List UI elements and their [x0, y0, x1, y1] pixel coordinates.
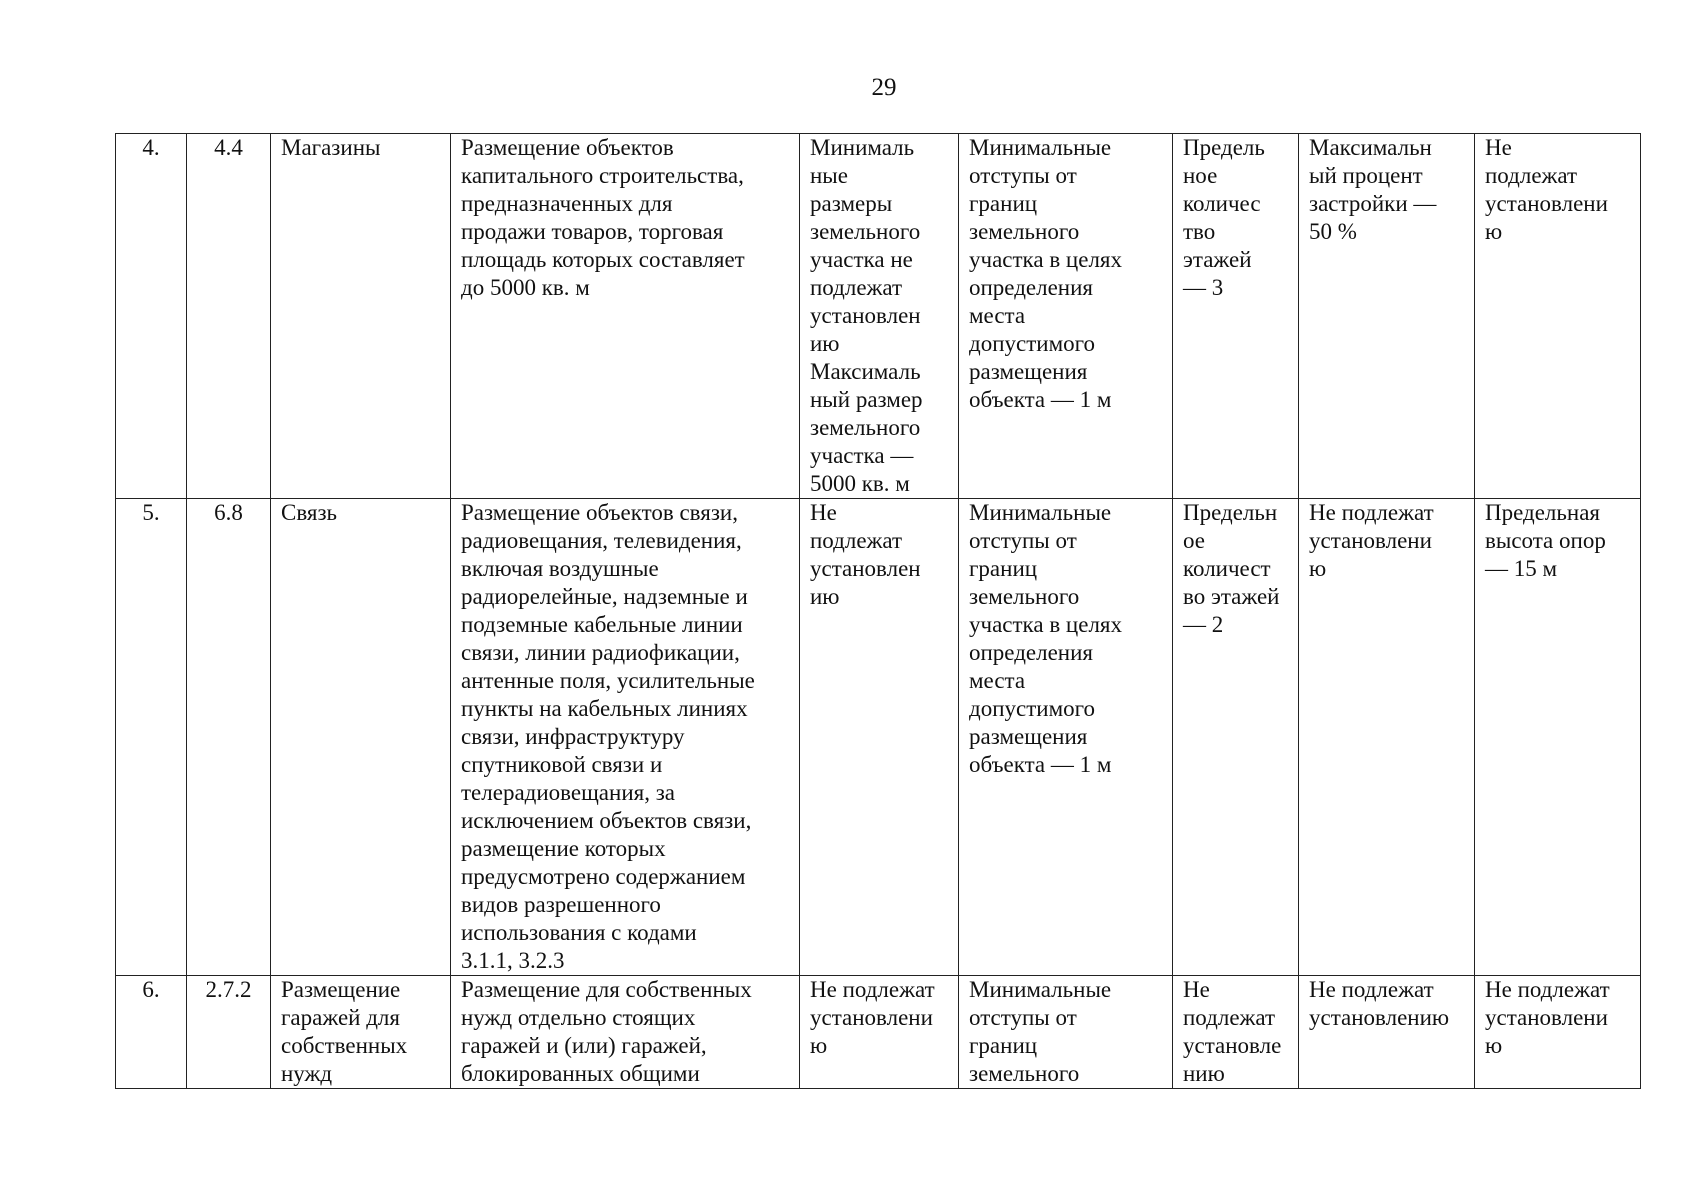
row-number: 4.: [116, 134, 187, 499]
zoning-parameters-table: [115, 133, 1641, 1089]
row-number: 6.: [116, 976, 187, 1089]
use-name: Размещение гаражей для собственных нужд: [271, 976, 451, 1089]
use-code: 4.4: [187, 134, 271, 499]
boundary-setbacks: Минимальные отступы от границ земельного: [959, 976, 1173, 1089]
use-description: Размещение для собственных нужд отдельно стоящих гаражей и (или) гаражей, блокированных общими: [451, 976, 800, 1089]
table-row: [116, 134, 1641, 499]
use-description: Размещение объектов капитального строительства, предназначенных для продажи товаров, торговая площадь которых составляет до 5000 кв. м: [451, 134, 800, 499]
boundary-setbacks: Минимальные отступы от границ земельного участка в целях определения места допустимого размещения объекта — 1 м: [959, 499, 1173, 976]
row-number: 5.: [116, 499, 187, 976]
floor-limit: Предельн ое количест во этажей — 2: [1173, 499, 1299, 976]
plot-size-limits: Не подлежат установлени ю: [800, 976, 959, 1089]
page-number: 29: [871, 74, 897, 101]
other-parameters: Не подлежат установлени ю: [1475, 134, 1641, 499]
floor-limit: Предель ное количес тво этажей — 3: [1173, 134, 1299, 499]
floor-limit: Не подлежат установле нию: [1173, 976, 1299, 1089]
building-coverage: Не подлежат установлению: [1299, 976, 1475, 1089]
plot-size-limits: Минималь ные размеры земельного участка не подлежат установлен ию Максималь ный размер земельного участка — 5000 кв. м: [800, 134, 959, 499]
table-row: [116, 976, 1641, 1089]
use-code: 2.7.2: [187, 976, 271, 1089]
table-row: [116, 499, 1641, 976]
boundary-setbacks: Минимальные отступы от границ земельного участка в целях определения места допустимого размещения объекта — 1 м: [959, 134, 1173, 499]
plot-size-limits: Не подлежат установлен ию: [800, 499, 959, 976]
other-parameters: Не подлежат установлени ю: [1475, 976, 1641, 1089]
use-code: 6.8: [187, 499, 271, 976]
use-name: Связь: [271, 499, 451, 976]
use-description: Размещение объектов связи, радиовещания, телевидения, включая воздушные радиорелейные, надземные и подземные кабельные линии связи, линии радиофикации, антенные поля, усилительные пункты на кабельных линиях связи, инфраструктуру спутниковой связи и телерадиовещания, за исключением объектов связи, размещение которых предусмотрено содержанием видов разрешенного использования с кодами 3.1.1, 3.2.3: [451, 499, 800, 976]
other-parameters: Предельная высота опор — 15 м: [1475, 499, 1641, 976]
use-name: Магазины: [271, 134, 451, 499]
building-coverage: Максимальн ый процент застройки — 50 %: [1299, 134, 1475, 499]
building-coverage: Не подлежат установлени ю: [1299, 499, 1475, 976]
